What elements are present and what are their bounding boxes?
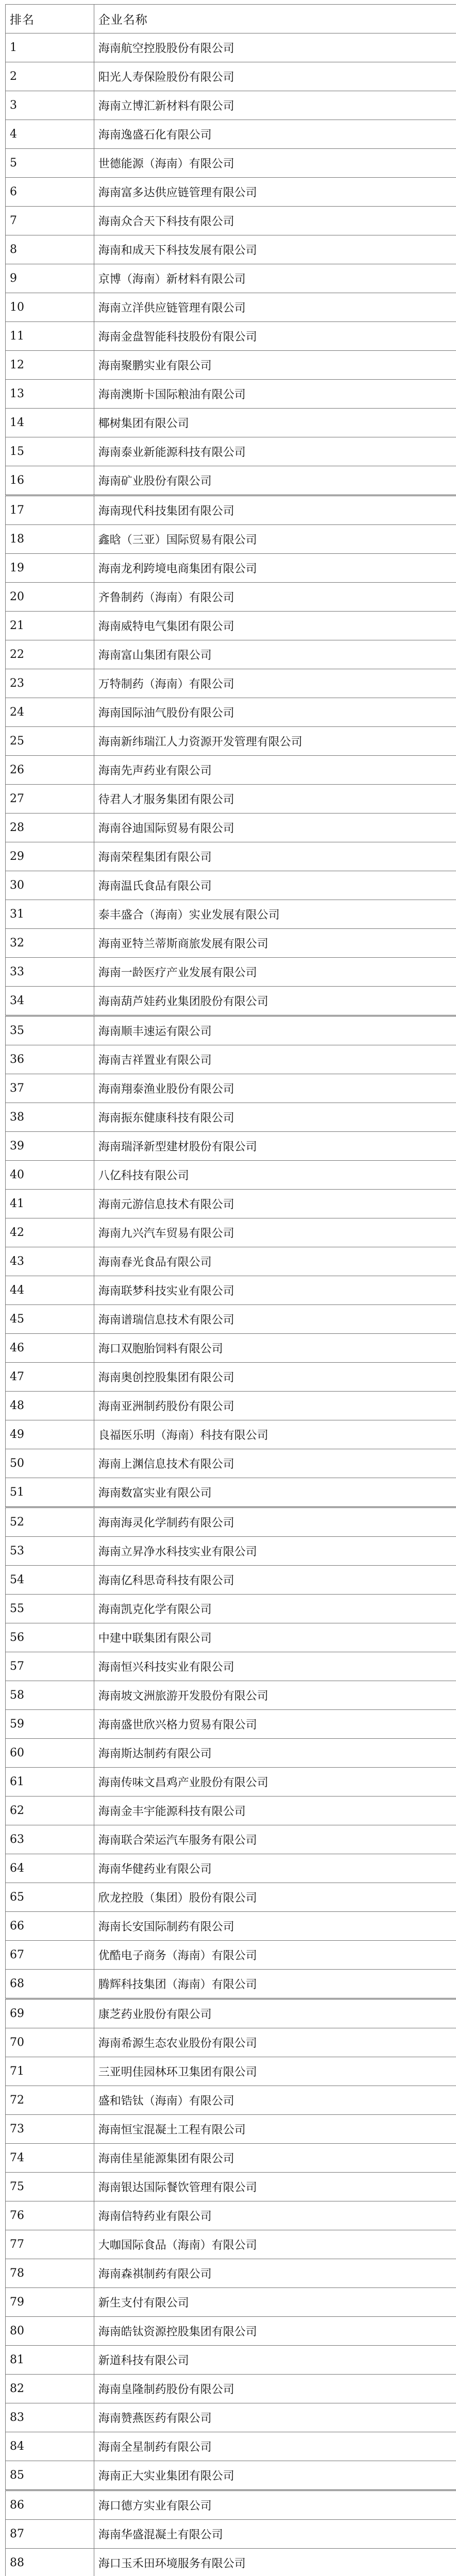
- rank-cell: 60: [6, 1739, 94, 1768]
- company-name-cell: 海南恒兴科技实业有限公司: [94, 1652, 456, 1681]
- rank-cell: 40: [6, 1161, 94, 1190]
- rank-cell: 74: [6, 2144, 94, 2173]
- table-header-row: [6, 5, 456, 33]
- table-row: [6, 2346, 456, 2375]
- company-name-cell: 海南新纬瑞江人力资源开发管理有限公司: [94, 727, 456, 756]
- rank-cell: 32: [6, 929, 94, 958]
- table-row: [6, 1247, 456, 1276]
- rank-cell: 56: [6, 1623, 94, 1652]
- table-row: [6, 2520, 456, 2549]
- rank-cell: 8: [6, 235, 94, 264]
- rank-cell: 35: [6, 1016, 94, 1045]
- company-name-cell: 海南谱瑞信息技术有限公司: [94, 1305, 456, 1334]
- table-row: [6, 958, 456, 987]
- rank-cell: 51: [6, 1478, 94, 1507]
- table-row: [6, 583, 456, 612]
- rank-cell: 28: [6, 814, 94, 842]
- company-name-cell: 海南威特电气集团有限公司: [94, 612, 456, 640]
- table-row: [6, 1420, 456, 1449]
- table-row: [6, 2028, 456, 2057]
- table-row: [6, 207, 456, 235]
- company-name-cell: 海南温氏食品有限公司: [94, 871, 456, 900]
- company-name-cell: 海南翔泰渔业股份有限公司: [94, 1074, 456, 1103]
- rank-cell: 48: [6, 1392, 94, 1420]
- rank-cell: 36: [6, 1045, 94, 1074]
- rank-cell: 7: [6, 207, 94, 235]
- table-row: [6, 1045, 456, 1074]
- company-name-cell: 海南皇隆制药股份有限公司: [94, 2375, 456, 2403]
- rank-cell: 31: [6, 900, 94, 929]
- company-name-cell: 良福医乐明（海南）科技有限公司: [94, 1420, 456, 1449]
- rank-cell: 26: [6, 756, 94, 785]
- table-row: [6, 929, 456, 958]
- rank-cell: 84: [6, 2432, 94, 2461]
- rank-cell: 53: [6, 1537, 94, 1566]
- table-row: [6, 1334, 456, 1363]
- company-name-cell: 海南矿业股份有限公司: [94, 466, 456, 496]
- table-row: [6, 149, 456, 178]
- rank-cell: 5: [6, 149, 94, 178]
- company-name-cell: 海南现代科技集团有限公司: [94, 496, 456, 525]
- company-name-cell: 海南凯克化学有限公司: [94, 1595, 456, 1623]
- rank-cell: 21: [6, 612, 94, 640]
- company-name-cell: 海南九兴汽车贸易有限公司: [94, 1218, 456, 1247]
- rank-cell: 72: [6, 2086, 94, 2115]
- company-name-cell: 海南奥创控股集团有限公司: [94, 1363, 456, 1392]
- table-row: [6, 2490, 456, 2520]
- company-name-cell: 海南泰业新能源科技有限公司: [94, 437, 456, 466]
- rank-cell: 9: [6, 264, 94, 293]
- table-row: [6, 1797, 456, 1825]
- rank-cell: 22: [6, 640, 94, 669]
- company-name-cell: 海南一龄医疗产业发展有限公司: [94, 958, 456, 987]
- table-row: [6, 1363, 456, 1392]
- rank-cell: 55: [6, 1595, 94, 1623]
- company-name-cell: 海南联梦科技实业有限公司: [94, 1276, 456, 1305]
- rank-cell: 71: [6, 2057, 94, 2086]
- company-name-cell: 海南先声药业有限公司: [94, 756, 456, 785]
- rank-cell: 65: [6, 1883, 94, 1912]
- company-name-cell: 海南富多达供应链管理有限公司: [94, 178, 456, 207]
- table-row: [6, 1883, 456, 1912]
- rank-cell: 86: [6, 2490, 94, 2520]
- table-row: [6, 33, 456, 62]
- table-row: [6, 437, 456, 466]
- company-name-cell: 海南龙利跨境电商集团有限公司: [94, 554, 456, 583]
- table-row: [6, 612, 456, 640]
- company-name-cell: 海南航空控股股份有限公司: [94, 33, 456, 62]
- company-name-cell: 海南皓钛资源控股集团有限公司: [94, 2317, 456, 2346]
- rank-cell: 52: [6, 1507, 94, 1537]
- rank-cell: 2: [6, 62, 94, 91]
- table-row: [6, 1392, 456, 1420]
- table-row: [6, 235, 456, 264]
- rank-cell: 29: [6, 842, 94, 871]
- rank-cell: 23: [6, 669, 94, 698]
- table-row: [6, 1681, 456, 1710]
- table-row: [6, 1305, 456, 1334]
- rank-cell: 70: [6, 2028, 94, 2057]
- table-row: [6, 1854, 456, 1883]
- company-name-cell: 海南斯达制药有限公司: [94, 1739, 456, 1768]
- table-row: [6, 1941, 456, 1970]
- table-row: [6, 1507, 456, 1537]
- table-row: [6, 2432, 456, 2461]
- company-name-cell: 海南银达国际餐饮管理有限公司: [94, 2173, 456, 2201]
- table-row: [6, 293, 456, 322]
- company-name-cell: 海南澳斯卡国际粮油有限公司: [94, 380, 456, 409]
- table-row: [6, 1132, 456, 1161]
- company-name-cell: 腾辉科技集团（海南）有限公司: [94, 1970, 456, 1999]
- table-row: [6, 1652, 456, 1681]
- table-row: [6, 987, 456, 1016]
- company-name-cell: 海南逸盛石化有限公司: [94, 120, 456, 149]
- rank-cell: 12: [6, 351, 94, 380]
- company-name-cell: 海南亚特兰蒂斯商旅发展有限公司: [94, 929, 456, 958]
- rank-cell: 41: [6, 1190, 94, 1218]
- rank-cell: 46: [6, 1334, 94, 1363]
- company-name-cell: 海南传味文昌鸡产业股份有限公司: [94, 1768, 456, 1797]
- table-row: [6, 1449, 456, 1478]
- company-name-cell: 海南长安国际制药有限公司: [94, 1912, 456, 1941]
- rank-cell: 19: [6, 554, 94, 583]
- table-row: [6, 2230, 456, 2259]
- company-name-cell: 海南亿科思奇科技有限公司: [94, 1566, 456, 1595]
- rank-cell: 78: [6, 2259, 94, 2288]
- table-row: [6, 669, 456, 698]
- table-row: [6, 264, 456, 293]
- table-row: [6, 178, 456, 207]
- company-name-cell: 海南荣程集团有限公司: [94, 842, 456, 871]
- table-row: [6, 351, 456, 380]
- table-row: [6, 2461, 456, 2490]
- rank-cell: 59: [6, 1710, 94, 1739]
- rank-cell: 75: [6, 2173, 94, 2201]
- company-name-cell: 盛和锆钛（海南）有限公司: [94, 2086, 456, 2115]
- table-row: [6, 1825, 456, 1854]
- company-name-cell: 海南谷迪国际贸易有限公司: [94, 814, 456, 842]
- table-row: [6, 842, 456, 871]
- company-name-cell: 海南金丰宇能源科技有限公司: [94, 1797, 456, 1825]
- table-row: [6, 1710, 456, 1739]
- table-row: [6, 2057, 456, 2086]
- table-row: [6, 1912, 456, 1941]
- rank-cell: 47: [6, 1363, 94, 1392]
- rank-cell: 45: [6, 1305, 94, 1334]
- rank-cell: 69: [6, 1999, 94, 2028]
- rank-cell: 11: [6, 322, 94, 351]
- rank-cell: 77: [6, 2230, 94, 2259]
- rank-cell: 30: [6, 871, 94, 900]
- company-name-cell: 海南振东健康科技有限公司: [94, 1103, 456, 1132]
- table-row: [6, 1595, 456, 1623]
- table-row: [6, 1218, 456, 1247]
- company-name-cell: 鑫晗（三亚）国际贸易有限公司: [94, 525, 456, 554]
- table-row: [6, 756, 456, 785]
- company-name-cell: 齐鲁制药（海南）有限公司: [94, 583, 456, 612]
- table-row: [6, 1623, 456, 1652]
- company-name-cell: 海南立博汇新材料有限公司: [94, 91, 456, 120]
- company-name-cell: 海南瑞泽新型建材股份有限公司: [94, 1132, 456, 1161]
- rank-cell: 68: [6, 1970, 94, 1999]
- company-name-cell: 世德能源（海南）有限公司: [94, 149, 456, 178]
- company-name-cell: 海南恒宝混凝土工程有限公司: [94, 2115, 456, 2144]
- table-row: [6, 120, 456, 149]
- table-row: [6, 554, 456, 583]
- rank-cell: 63: [6, 1825, 94, 1854]
- table-row: [6, 525, 456, 554]
- company-name-cell: 海南海灵化学制药有限公司: [94, 1507, 456, 1537]
- rank-cell: 4: [6, 120, 94, 149]
- table-row: [6, 1161, 456, 1190]
- rank-cell: 3: [6, 91, 94, 120]
- table-row: [6, 2259, 456, 2288]
- table-row: [6, 1739, 456, 1768]
- company-name-cell: 海南亚洲制药股份有限公司: [94, 1392, 456, 1420]
- rank-cell: 57: [6, 1652, 94, 1681]
- rank-cell: 15: [6, 437, 94, 466]
- table-row: [6, 1276, 456, 1305]
- rank-cell: 64: [6, 1854, 94, 1883]
- company-name-cell: 海口双胞胎饲料有限公司: [94, 1334, 456, 1363]
- company-name-cell: 海南顺丰速运有限公司: [94, 1016, 456, 1045]
- table-row: [6, 2173, 456, 2201]
- company-name-cell: 海南立洋供应链管理有限公司: [94, 293, 456, 322]
- company-name-cell: 海南上渊信息技术有限公司: [94, 1449, 456, 1478]
- table-row: [6, 62, 456, 91]
- rank-cell: 38: [6, 1103, 94, 1132]
- table-row: [6, 496, 456, 525]
- company-name-cell: 海口玉禾田环境服务有限公司: [94, 2549, 456, 2576]
- rank-cell: 33: [6, 958, 94, 987]
- rank-cell: 88: [6, 2549, 94, 2576]
- company-name-cell: 海南数富实业有限公司: [94, 1478, 456, 1507]
- rank-cell: 54: [6, 1566, 94, 1595]
- company-name-cell: 海南坡文洲旅游开发股份有限公司: [94, 1681, 456, 1710]
- rank-cell: 43: [6, 1247, 94, 1276]
- rank-cell: 82: [6, 2375, 94, 2403]
- company-name-cell: 海南众合天下科技有限公司: [94, 207, 456, 235]
- rank-cell: 62: [6, 1797, 94, 1825]
- rank-cell: 67: [6, 1941, 94, 1970]
- table-body: [6, 33, 456, 2576]
- company-name-cell: 海南春光食品有限公司: [94, 1247, 456, 1276]
- company-name-cell: 京博（海南）新材料有限公司: [94, 264, 456, 293]
- table-row: [6, 1970, 456, 1999]
- rank-cell: 80: [6, 2317, 94, 2346]
- table-row: [6, 1103, 456, 1132]
- rank-cell: 18: [6, 525, 94, 554]
- company-name-cell: 海南联合荣运汽车服务有限公司: [94, 1825, 456, 1854]
- header-company-name: 企业名称: [94, 5, 456, 33]
- table-row: [6, 1999, 456, 2028]
- rank-cell: 44: [6, 1276, 94, 1305]
- rank-cell: 39: [6, 1132, 94, 1161]
- table-row: [6, 2201, 456, 2230]
- company-name-cell: 海南华盛混凝土有限公司: [94, 2520, 456, 2549]
- table-row: [6, 1074, 456, 1103]
- company-name-cell: 海南希源生态农业股份有限公司: [94, 2028, 456, 2057]
- table-row: [6, 466, 456, 496]
- table-row: [6, 785, 456, 814]
- table-row: [6, 2144, 456, 2173]
- company-name-cell: 椰树集团有限公司: [94, 409, 456, 437]
- rank-cell: 81: [6, 2346, 94, 2375]
- company-name-cell: 海南国际油气股份有限公司: [94, 698, 456, 727]
- rank-cell: 83: [6, 2403, 94, 2432]
- rank-cell: 13: [6, 380, 94, 409]
- rank-cell: 37: [6, 1074, 94, 1103]
- table-row: [6, 814, 456, 842]
- rank-cell: 49: [6, 1420, 94, 1449]
- company-name-cell: 欣龙控股（集团）股份有限公司: [94, 1883, 456, 1912]
- company-name-cell: 海南信特药业有限公司: [94, 2201, 456, 2230]
- header-rank: 排名: [6, 5, 94, 33]
- rank-cell: 61: [6, 1768, 94, 1797]
- rank-cell: 85: [6, 2461, 94, 2490]
- company-name-cell: 海南葫芦娃药业集团股份有限公司: [94, 987, 456, 1016]
- table-row: [6, 900, 456, 929]
- rank-cell: 27: [6, 785, 94, 814]
- rank-cell: 20: [6, 583, 94, 612]
- table-row: [6, 409, 456, 437]
- company-name-cell: 三亚明佳园林环卫集团有限公司: [94, 2057, 456, 2086]
- table-row: [6, 2288, 456, 2317]
- company-name-cell: 海南全星制药有限公司: [94, 2432, 456, 2461]
- table-row: [6, 727, 456, 756]
- table-row: [6, 380, 456, 409]
- company-name-cell: 海南富山集团有限公司: [94, 640, 456, 669]
- company-name-cell: 海南正大实业集团有限公司: [94, 2461, 456, 2490]
- table-row: [6, 2403, 456, 2432]
- table-row: [6, 322, 456, 351]
- company-name-cell: 海南聚鹏实业有限公司: [94, 351, 456, 380]
- table-row: [6, 1768, 456, 1797]
- rank-cell: 73: [6, 2115, 94, 2144]
- company-name-cell: 海南元游信息技术有限公司: [94, 1190, 456, 1218]
- company-name-cell: 海南华健药业有限公司: [94, 1854, 456, 1883]
- company-name-cell: 海南盛世欣兴格力贸易有限公司: [94, 1710, 456, 1739]
- table-row: [6, 2375, 456, 2403]
- company-name-cell: 新生支付有限公司: [94, 2288, 456, 2317]
- table-row: [6, 640, 456, 669]
- company-name-cell: 海南金盘智能科技股份有限公司: [94, 322, 456, 351]
- company-name-cell: 万特制药（海南）有限公司: [94, 669, 456, 698]
- company-name-cell: 中建中联集团有限公司: [94, 1623, 456, 1652]
- rank-cell: 10: [6, 293, 94, 322]
- rank-cell: 1: [6, 33, 94, 62]
- company-name-cell: 待君人才服务集团有限公司: [94, 785, 456, 814]
- company-name-cell: 大咖国际食品（海南）有限公司: [94, 2230, 456, 2259]
- company-name-cell: 八亿科技有限公司: [94, 1161, 456, 1190]
- rank-cell: 87: [6, 2520, 94, 2549]
- rank-cell: 25: [6, 727, 94, 756]
- table-row: [6, 2115, 456, 2144]
- table-row: [6, 1190, 456, 1218]
- table-row: [6, 871, 456, 900]
- rank-cell: 6: [6, 178, 94, 207]
- company-name-cell: 海南吉祥置业有限公司: [94, 1045, 456, 1074]
- table-row: [6, 2549, 456, 2576]
- company-name-cell: 泰丰盛合（海南）实业发展有限公司: [94, 900, 456, 929]
- table-row: [6, 698, 456, 727]
- company-name-cell: 康芝药业股份有限公司: [94, 1999, 456, 2028]
- ranking-sheet: [5, 4, 456, 2576]
- table-row: [6, 2086, 456, 2115]
- rank-cell: 76: [6, 2201, 94, 2230]
- rank-cell: 79: [6, 2288, 94, 2317]
- table-row: [6, 91, 456, 120]
- company-name-cell: 优酷电子商务（海南）有限公司: [94, 1941, 456, 1970]
- rank-cell: 16: [6, 466, 94, 496]
- company-name-cell: 阳光人寿保险股份有限公司: [94, 62, 456, 91]
- company-name-cell: 海南和成天下科技发展有限公司: [94, 235, 456, 264]
- rank-cell: 34: [6, 987, 94, 1016]
- table-row: [6, 1537, 456, 1566]
- table-row: [6, 1566, 456, 1595]
- company-name-cell: 海口德方实业有限公司: [94, 2490, 456, 2520]
- rank-cell: 24: [6, 698, 94, 727]
- rank-cell: 17: [6, 496, 94, 525]
- company-name-cell: 海南森祺制药有限公司: [94, 2259, 456, 2288]
- company-name-cell: 海南立昇净水科技实业有限公司: [94, 1537, 456, 1566]
- rank-cell: 66: [6, 1912, 94, 1941]
- rank-cell: 50: [6, 1449, 94, 1478]
- rank-cell: 58: [6, 1681, 94, 1710]
- company-name-cell: 新道科技有限公司: [94, 2346, 456, 2375]
- enterprise-ranking-table: [5, 4, 456, 2576]
- table-row: [6, 1478, 456, 1507]
- rank-cell: 14: [6, 409, 94, 437]
- rank-cell: 42: [6, 1218, 94, 1247]
- table-row: [6, 2317, 456, 2346]
- company-name-cell: 海南佳星能源集团有限公司: [94, 2144, 456, 2173]
- company-name-cell: 海南赞燕医药有限公司: [94, 2403, 456, 2432]
- table-row: [6, 1016, 456, 1045]
